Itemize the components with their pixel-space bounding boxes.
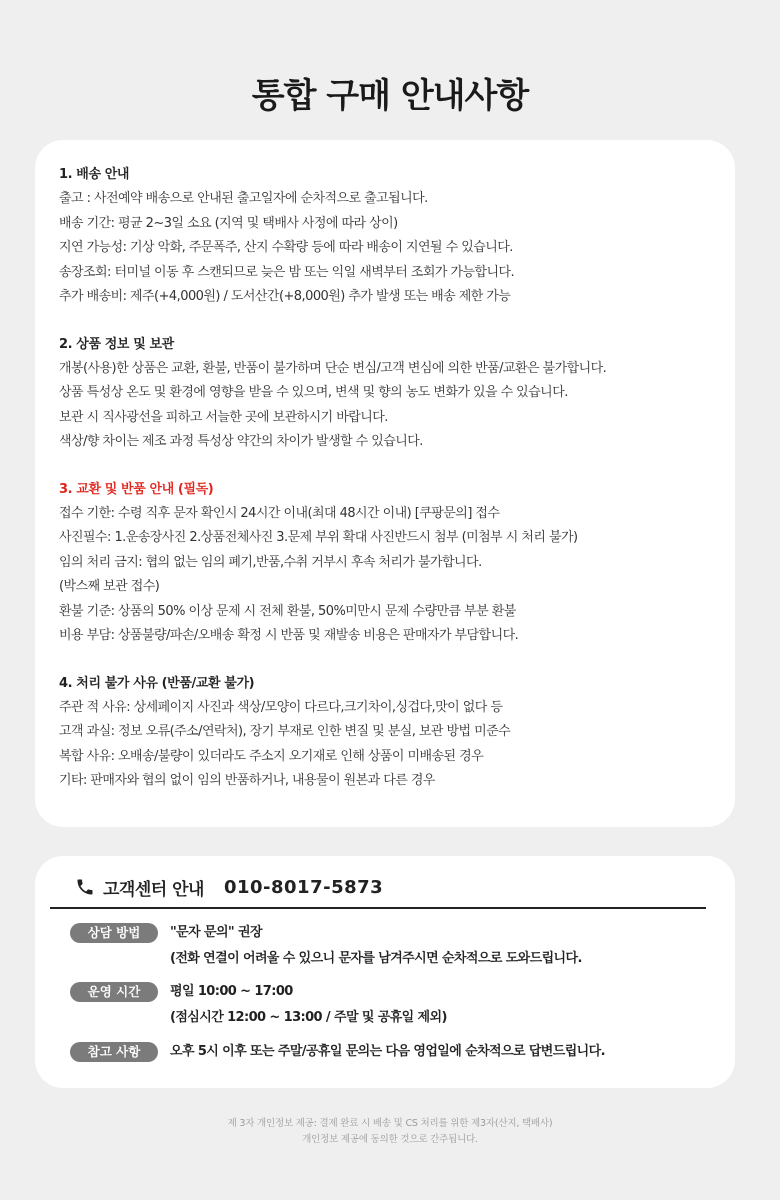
section-line: 개봉(사용)한 상품은 교환, 환불, 반품이 불가하며 단순 변심/고객 변심에 의한 반품/교환은 불가합니다. xyxy=(59,360,607,376)
support-header xyxy=(75,872,383,902)
info-text xyxy=(170,923,582,972)
info-text xyxy=(170,1042,605,1065)
section-shipping xyxy=(59,162,735,310)
info-row-consult-method xyxy=(70,923,582,972)
info-text xyxy=(170,982,447,1031)
section-line: 임의 처리 금지: 협의 없는 임의 폐기,반품,수취 거부시 후속 처리가 불가합니다. xyxy=(59,554,482,570)
section-line: 접수 기한: 수령 직후 문자 확인시 24시간 이내(최대 48시간 이내) [쿠팡문의] 접수 xyxy=(59,505,500,521)
page-title: 통합 구매 안내사항 xyxy=(251,76,529,116)
footnote-line: 제 3자 개인정보 제공: 결제 완료 시 배송 및 CS 처리를 위한 제3자(산지, 택배사) xyxy=(227,1118,553,1129)
divider xyxy=(50,907,706,909)
section-line: 출고 : 사전예약 배송으로 안내된 출고일자에 순차적으로 출고됩니다. xyxy=(59,191,428,206)
section-line: 배송 기간: 평균 2~3일 소요 (지역 및 택배사 사정에 따라 상이) xyxy=(59,215,398,231)
badge-operating-hours: 운영 시간 xyxy=(70,982,158,1002)
section-heading: 4. 처리 불가 사유 (반품/교환 불가) xyxy=(59,675,255,691)
section-line: (박스째 보관 접수) xyxy=(59,579,160,594)
badge-notes: 참고 사항 xyxy=(70,1042,158,1062)
info-row-notes xyxy=(70,1042,605,1065)
support-phone-number[interactable]: 010-8017-5873 xyxy=(223,876,384,898)
section-line: 보관 시 직사광선을 피하고 서늘한 곳에 보관하시기 바랍니다. xyxy=(59,409,388,425)
section-line: 송장조회: 터미널 이동 후 스캔되므로 늦은 밤 또는 익일 새벽부터 조회가 가능합니다. xyxy=(59,264,515,280)
section-heading: 2. 상품 정보 및 보관 xyxy=(59,336,174,352)
info-line: "문자 문의" 권장 xyxy=(170,925,262,940)
section-line: 환불 기준: 상품의 50% 이상 문제 시 전체 환불, 50%미만시 문제 수량만큼 부분 환불 xyxy=(59,603,516,619)
privacy-footnote xyxy=(0,1116,780,1148)
phone-icon xyxy=(75,877,95,897)
info-line: (점심시간 12:00 ~ 13:00 / 주말 및 공휴일 제외) xyxy=(170,1010,447,1025)
badge-consult-method: 상담 방법 xyxy=(70,923,158,943)
customer-center-card xyxy=(35,856,735,1088)
section-line: 색상/향 차이는 제조 과정 특성상 약간의 차이가 발생할 수 있습니다. xyxy=(59,434,423,449)
support-label: 고객센터 안내 xyxy=(103,879,204,900)
section-line: 기타: 판매자와 협의 없이 임의 반품하거나, 내용물이 원본과 다른 경우 xyxy=(59,773,435,788)
section-heading-warning: 3. 교환 및 반품 안내 (필독) xyxy=(59,481,214,497)
section-line: 추가 배송비: 제주(+4,000원) / 도서산간(+8,000원) 추가 발생 또는 배송 제한 가능 xyxy=(59,289,511,304)
info-row-operating-hours xyxy=(70,982,447,1031)
info-line: 평일 10:00 ~ 17:00 xyxy=(170,984,293,999)
info-line: (전화 연결이 어려울 수 있으니 문자를 남겨주시면 순차적으로 도와드립니다. xyxy=(170,951,582,966)
section-product-info xyxy=(59,332,735,455)
info-line: 오후 5시 이후 또는 주말/공휴일 문의는 다음 영업일에 순차적으로 답변드립니다. xyxy=(170,1044,605,1059)
section-line: 비용 부담: 상품불량/파손/오배송 확정 시 반품 및 재발송 비용은 판매자가 부담합니다. xyxy=(59,628,519,643)
section-line: 주관 적 사유: 상세페이지 사진과 색상/모양이 다르다,크기차이,싱겁다,맛이 없다 등 xyxy=(59,699,503,715)
footnote-line: 개인정보 제공에 동의한 것으로 간주됩니다. xyxy=(302,1134,478,1145)
section-exchange-return xyxy=(59,477,735,649)
section-line: 지연 가능성: 기상 악화, 주문폭주, 산지 수확량 등에 따라 배송이 지연될 수 있습니다. xyxy=(59,240,513,255)
section-line: 고객 과실: 정보 오류(주소/연락처), 장기 부재로 인한 변질 및 분실, 보관 방법 미준수 xyxy=(59,724,511,739)
section-not-accepted xyxy=(59,671,735,794)
section-line: 복합 사유: 오배송/불량이 있더라도 주소지 오기재로 인해 상품이 미배송된 경우 xyxy=(59,748,484,764)
section-line: 사진필수: 1.운송장사진 2.상품전체사진 3.문제 부위 확대 사진반드시 첨부 (미첨부 시 처리 불가) xyxy=(59,530,578,545)
section-line: 상품 특성상 온도 및 환경에 영향을 받을 수 있으며, 변색 및 향의 농도 변화가 있을 수 있습니다. xyxy=(59,385,568,400)
section-heading: 1. 배송 안내 xyxy=(59,167,130,182)
policy-card xyxy=(35,140,735,827)
